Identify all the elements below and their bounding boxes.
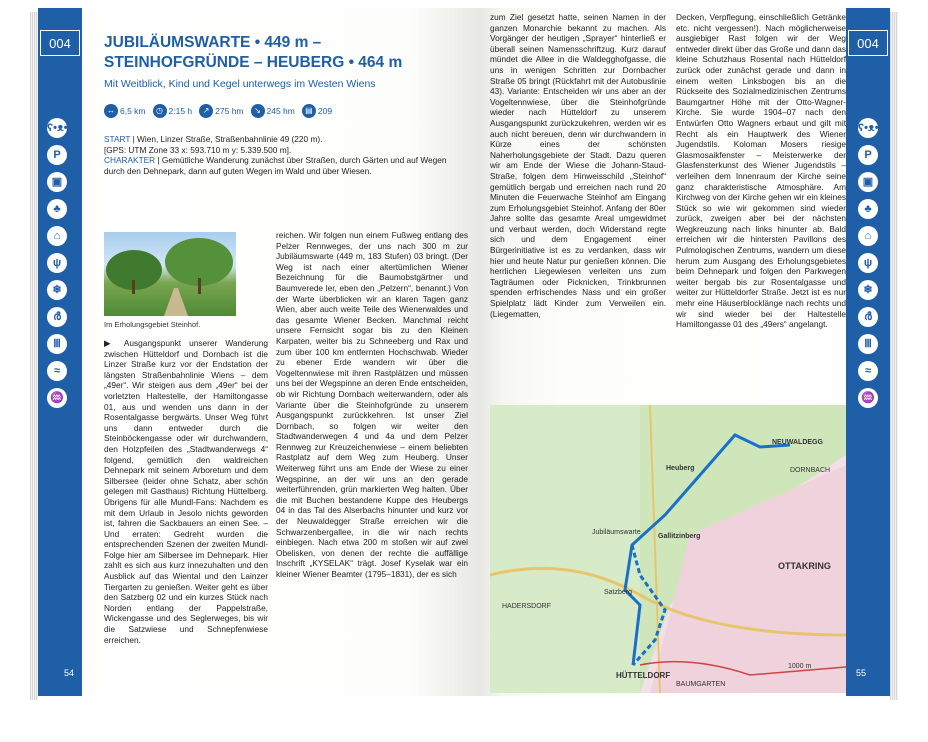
map-label-baumgarten: BAUMGARTEN	[676, 681, 726, 688]
start-label: START	[104, 134, 131, 144]
start-text: | Wien, Linzer Straße, Straßenbahnlinie 49 (220 m).	[130, 134, 323, 144]
right-page	[478, 8, 890, 696]
map-label-satzberg: Satzberg	[604, 589, 633, 596]
right-page-edges	[890, 12, 898, 700]
snowflake-icon: ❄	[47, 280, 67, 300]
parking-icon: P	[47, 145, 67, 165]
start-info	[104, 134, 468, 176]
tour-title: JUBILÄUMSWARTE • 449 m – STEINHOFGRÜNDE – HEUBERG • 464 m	[104, 34, 403, 71]
bus-icon: ▣	[858, 172, 878, 192]
stat-distance: ↔ 6,5 km	[104, 104, 146, 118]
map-label-neuwaldegg: NEUWALDEGG	[772, 439, 823, 446]
bear-icon: ʕ•ᴥ•ʔ	[858, 118, 878, 138]
museum-icon: Ⅲ	[858, 334, 878, 354]
bath-icon: ≈	[47, 361, 67, 381]
map-label-heuberg: Heuberg	[666, 465, 695, 472]
tour-stats	[104, 104, 332, 118]
facility-icons-right	[858, 118, 885, 408]
hut-icon: ⌂	[858, 226, 878, 246]
tour-subtitle: Mit Weitblick, Kind und Kegel unterwegs im Westen Wiens	[104, 78, 376, 90]
stat-duration: ◷ 2:15 h	[153, 104, 193, 118]
distance-icon: ↔	[104, 104, 118, 118]
cutlery-icon: ψ	[47, 253, 67, 273]
text-column-1: ▶ Ausgangspunkt unserer Wanderung zwischen Hütteldorf und Dornbach ist die Linzer Straße kurz vor der Endstation der längsten Straßenbahnlinie Wiens – dem „49er“. Wir steigen aus dem „49er“ bei der vorletzten Haltestelle, der Hamiltongasse 01, aus und wenden uns dann in der Rosentalgasse bergwärts. Unser Weg führt uns dann entweder durch die Steinböckengasse oder wir durchwandern, den Holzpfeilen des „Stadtwanderwegs 4“ folgend, gemütlich den waldreichen Dehnepark mit seinem Arboretum und dem Silbersee (leider ohne Schatz, aber schön gelegen mit Gasthaus) Richtung Hüttelberg. Übrigens für alle Mundl-Fans: Nachdem es mit dem Urlaub in Jesolo nichts geworden ist, fahren die Sackbauers an einen See. – Und erraten: Gedreht wurden die entsprechenden Szenen der zweiten Mundl-Folge hier am Silbersee im Dehnepark. Hier zahlt es sich aus kurz innezuhalten und den Ausblick auf das Wiental und den Lainzer Tiergarten zu genießen. Weiter geht es über den Satzberg 02 und ein kurzes Stück nach Norden entlang der Pappelstraße, Wickengasse und des Seglerweges, bis wir die Satzwiese und Schnepfenwiese erreichen.	[104, 338, 268, 645]
page-number-left: 54	[64, 668, 75, 678]
character-label: CHARAKTER	[104, 155, 156, 165]
map-label-jubilaeumswarte: Jubiläumswarte	[592, 529, 641, 536]
photo-caption: Im Erholungsgebiet Steinhof.	[104, 320, 201, 329]
swimmer-icon: ♒	[47, 388, 67, 408]
tour-number-badge-right: 004	[848, 30, 888, 56]
map-label-dornbach: DORNBACH	[790, 467, 831, 474]
photo-steinhof	[104, 232, 236, 316]
map-scale-label: 1000 m	[788, 663, 812, 670]
snowflake-icon: ❄	[858, 280, 878, 300]
character-text: | Gemütliche Wanderung zunächst über Straßen, durch Gärten und auf Wegen durch den Dehnepark, dann auf guten Wegen im Wald und über Wiesen.	[104, 155, 447, 176]
left-page-edges	[30, 12, 38, 700]
open-guidebook	[30, 8, 898, 703]
map-label-ottakring: OTTAKRING	[778, 561, 831, 571]
text-column-3: zum Ziel gesetzt hatte, seinen Namen in der ganzen Monarchie bekannt zu machen. Als Vorgänger der heutigen „Sprayer“ hinterließ er überall seinen Namensschriftzug. Kurz darauf mündet die Allee in die Waldegghofgasse, die uns in wenigen Schritten zur Dornbacher Straße 05 bringt (Rückfahrt mit der Autobuslinie 43). Variante: Entscheiden wir uns aber an der Vogeltennwiese, über die Steinhofgründe wieder nach Hütteldorf zu unserem Ausgangspunkt zurückzukehren, werden wir es auch nicht bereuen, denn wir durchwandern in Kürze eines der schönsten Naherholungsgebiete der Stadt. Dazu queren wir am Ende der Wiese die Johann-Staud-Straße, folgen dem Hinweisschild „Steinhof“ gemütlich bergab und erreichen nach rund 20 Minuten die Feuerwache Steinhof am Eingang zum Erholungsgebiet Steinhof. Anfang der 80er Jahre sollte das gesamte Areal umgewidmet und verbaut werden, doch Widerstand regte sich und dem Engagement einer Bürgerinitiative ist es zu verdanken, dass wir hier und heute Natur pur genießen können. Die herrlichen Liegewiesen verleiten uns zum Tagträumen oder Picknicken, Trinkbrunnen spenden erfrischendes Nass und ein großer Spielplatz lädt Kinder zum Verweilen ein. (Liegematten,	[490, 12, 666, 319]
hut-icon: ⌂	[47, 226, 67, 246]
facility-icons	[47, 118, 74, 408]
route-map	[490, 405, 846, 693]
bicycle-icon: ർ	[47, 307, 67, 327]
left-page	[38, 8, 478, 696]
text-column-2: reichen. Wir folgen nun einem Fußweg entlang des Pelzer Rennweges, der uns nach 300 m zur Jubiläumswarte (449 m, 183 Stufen) 03 bringt. (Der Weg ist nach einer altertümlichen Wiener Bezeichnung für die Baumobstgärtner und Baumverede ler, eben den „Pelzern“, benannt.) Von der Warte überblicken wir an klaren Tagen ganz Wien, aber auch weite Teile des Wienerwaldes und das gesamte Wiener Becken. Manchmal reicht unsere Fernsicht sogar bis zu den Kleinen Karpaten, weiter bis zu Schneeberg und Rax und zum über 100 km entfernten Hochschwab. Wieder zu ebener Erde wandern wir über die Vogeltennwiese mit ihren Rastplätzen und müssen uns bei der Wegspinne an deren Ende entscheiden, ob wir Richtung Dornbach weiterwandern, oder als Variante über die Steinhofgründe zu unserem Ausgangspunkt zurückkehren. Ist unser Ziel Dornbach, so folgen wir weiter den Stadtwanderwegen 4 und 4a und dem Pelzer Rennweg zur Kreuzeichenwiese – einem beliebten Rastplatz auf dem Weg zum Heuberg. Unser Weiterweg führt uns am Ende der Wiese zu einer Wegspinne, an der wir uns an den gerade weiterführenden, grün markierten Weg halten. Über die mit Buchen bestandene Kuppe des Heubergs 04 in das Tal des Alserbachs hinunter und kurz vor der Neuwaldegger Straße erreichen wir die Schwarzenbergallee, in die wir nach rechts einbiegen. Nach etwa 200 m stoßen wir auf zwei Obelisken, von denen der rechte die auffällige Inschrift „KYSELAK“ trägt. Josef Kyselak war ein kleiner Wiener Beamter (1795–1831), der es sich	[276, 230, 468, 579]
map-label-huetteldorf: HÜTTELDORF	[616, 671, 671, 680]
stat-ascent: ↗ 275 hm	[199, 104, 243, 118]
map-label-hadersdorf: HADERSDORF	[502, 603, 552, 610]
map-label-gallitzinberg: Gallitzinberg	[658, 533, 701, 540]
stat-descent: ↘ 245 hm	[251, 104, 295, 118]
bus-icon: ▣	[47, 172, 67, 192]
swimmer-icon: ♒	[858, 388, 878, 408]
photo-illustration	[104, 232, 236, 316]
map-graphic	[490, 405, 846, 693]
left-blue-sidebar	[38, 8, 82, 696]
museum-icon: Ⅲ	[47, 334, 67, 354]
descent-icon: ↘	[251, 104, 265, 118]
clock-icon: ◷	[153, 104, 167, 118]
tour-number-badge: 004	[40, 30, 80, 56]
gps-text: [GPS: UTM Zone 33 x: 593.710 m y: 5.339.500 m].	[104, 144, 292, 155]
text-column-4: Decken, Verpflegung, einschließlich Getränke etc. nicht vergessen!). Nach möglicherweise ausgiebiger Rast folgen wir der Weg entweder direkt über das Große und dann das kleine Schutzhaus Rosental nach Hütteldorf zurück oder zunächst gerade und dann in einem weiten Linksbogen bis an die Rückseite des Sozialmedizinischen Zentrums Baumgartner Höhe mit der Otto-Wagner-Kirche. Sie wurde 1904–07 nach den Entwürfen Otto Wagners erbaut und gilt mit Recht als ein Hauptwerk des Wiener Jugendstils. Koloman Mosers riesige Glasmosaikfenster – Meisterwerke der Glasfensterkunst des Wiener Jugendstils – verleihen dem Innenraum der Kirche seine ganz charakteristische Atmosphäre. Am Kirchweg von der Kirche gehen wir ein kleines Stück so wie wir gekommen sind wieder zurück, zweigen aber bei der nächsten Wegkreuzung nach links hinunter ab. Bald erreichen wir die hintersten Pavillons des Pulmologischen Zentrums, wandern um diese herum zum Ausgang des Erholungsgebietes beim Dehnepark und folgen den Parkwegen weiter bergab bis zur Rosentalgasse und weiter zur Hütteldorfer Straße. Jetzt ist es nur mehr eine Häuserblocklänge nach rechts und wir sind wieder bei der Haltestelle Hamiltongasse 01 des „49ers“ angelangt.	[676, 12, 846, 330]
map-icon: ▤	[302, 104, 316, 118]
parking-icon: P	[858, 145, 878, 165]
stat-map: ▤ 209	[302, 104, 332, 118]
bear-icon: ʕ•ᴥ•ʔ	[47, 118, 67, 138]
bicycle-icon: ർ	[858, 307, 878, 327]
restaurant-icon: ♣	[47, 199, 67, 219]
page-number-right: 55	[856, 668, 867, 678]
cutlery-icon: ψ	[858, 253, 878, 273]
bath-icon: ≈	[858, 361, 878, 381]
ascent-icon: ↗	[199, 104, 213, 118]
restaurant-icon: ♣	[858, 199, 878, 219]
right-blue-sidebar	[846, 8, 890, 696]
